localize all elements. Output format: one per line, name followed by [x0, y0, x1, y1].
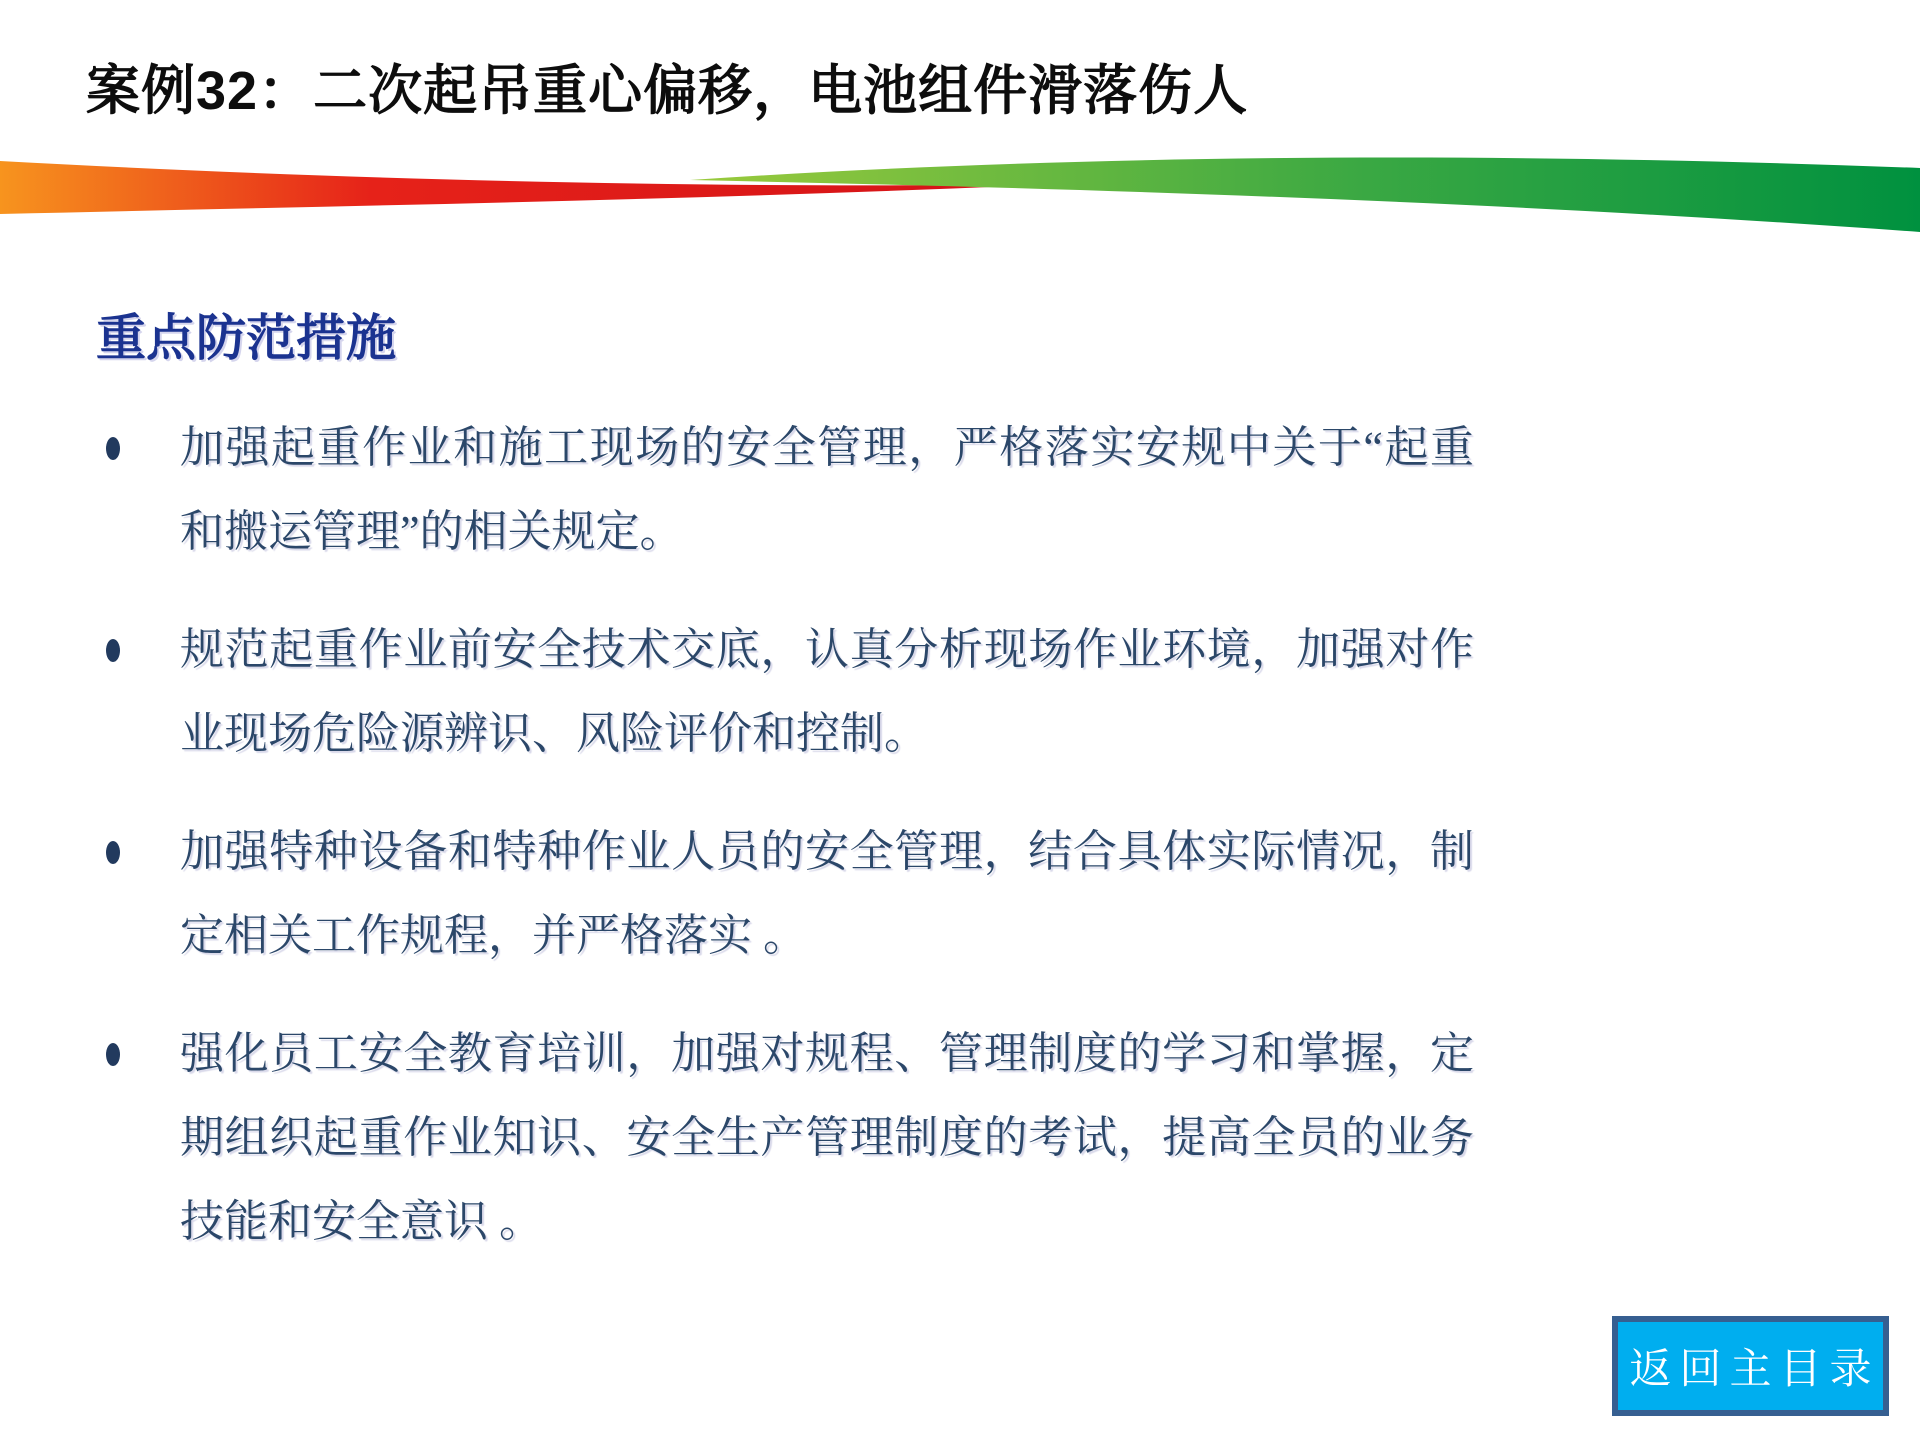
bullet-text: 加强特种设备和特种作业人员的安全管理，结合具体实际情况，制定相关工作规程，并严格落实 。 — [180, 827, 1474, 960]
ribbon-divider — [0, 128, 1920, 258]
section-heading: 重点防范措施 — [96, 310, 396, 366]
ribbon-green-wave — [690, 158, 1920, 232]
bullet-item — [96, 608, 1474, 776]
back-to-menu-button[interactable]: 返回主目录 — [1612, 1316, 1889, 1416]
bullet-dot — [106, 841, 120, 864]
bullet-text: 强化员工安全教育培训，加强对规程、管理制度的学习和掌握，定期组织起重作业知识、安全生产管理制度的考试，提高全员的业务技能和安全意识 。 — [180, 1029, 1474, 1246]
bullet-text: 规范起重作业前安全技术交底，认真分析现场作业环境，加强对作业现场危险源辨识、风险评价和控制。 — [180, 625, 1474, 758]
bullet-item — [96, 810, 1474, 978]
bullet-dot — [106, 639, 120, 662]
bullet-text: 加强起重作业和施工现场的安全管理，严格落实安规中关于“起重和搬运管理”的相关规定。 — [180, 423, 1474, 556]
bullet-list — [96, 406, 1474, 1298]
slide-title: 案例32：二次起吊重心偏移，电池组件滑落伤人 — [86, 61, 1249, 121]
bullet-item — [96, 1012, 1474, 1264]
bullet-dot — [106, 437, 120, 460]
bullet-dot — [106, 1043, 120, 1066]
bullet-item — [96, 406, 1474, 574]
